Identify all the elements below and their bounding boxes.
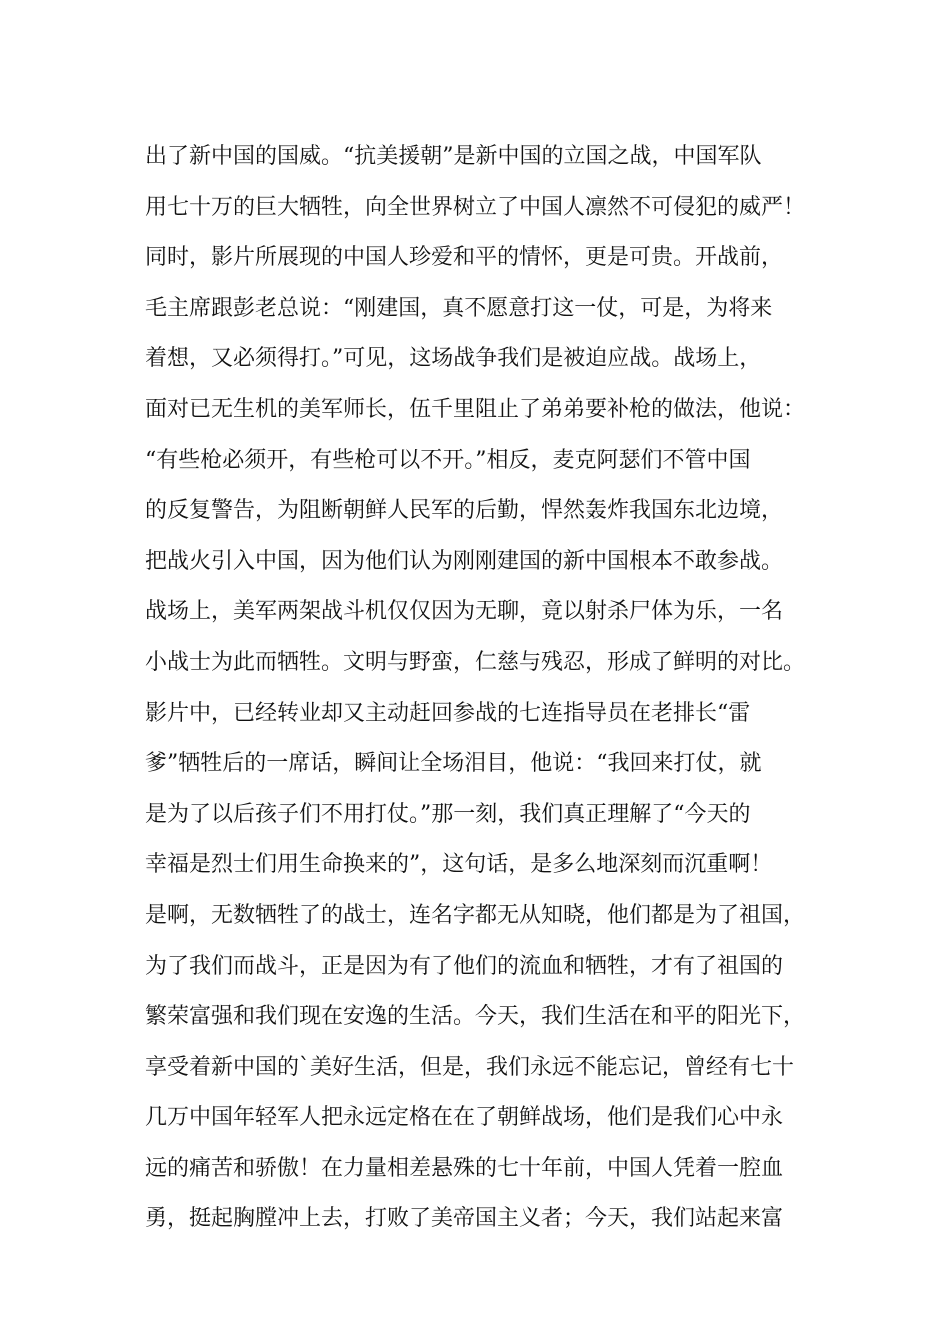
text-line: 把战火引入中国，因为他们认为刚刚建国的新中国根本不敢参战。 (145, 548, 784, 574)
text-line: 远的痛苦和骄傲！在力量相差悬殊的七十年前，中国人凭着一腔血 (145, 1155, 784, 1181)
text-line: 毛主席跟彭老总说：“刚建国，真不愿意打这一仗，可是，为将来 (145, 295, 773, 321)
text-line: 几万中国年轻军人把永远定格在在了朝鲜战场，他们是我们心中永 (145, 1105, 784, 1131)
text-line: 小战士为此而牺牲。文明与野蛮，仁慈与残忍，形成了鲜明的对比。 (145, 649, 806, 675)
text-line: 为了我们而战斗，正是因为有了他们的流血和牺牲，才有了祖国的 (145, 953, 784, 979)
text-line: “有些枪必须开，有些枪可以不开。”相反，麦克阿瑟们不管中国 (145, 447, 751, 473)
text-line: 战场上，美军两架战斗机仅仅因为无聊，竟以射杀尸体为乐，一名 (145, 599, 784, 625)
text-line: 幸福是烈士们用生命换来的”，这句话，是多么地深刻而沉重啊！ (145, 852, 773, 878)
body-text (145, 132, 825, 1245)
text-line: 影片中，已经转业却又主动赶回参战的七连指导员在老排长“雷 (145, 700, 751, 726)
text-line: 着想，又必须得打。”可见，这场战争我们是被迫应战。战场上， (145, 346, 762, 372)
text-line: 享受着新中国的`美好生活，但是，我们永远不能忘记，曾经有七十 (145, 1054, 795, 1080)
text-line: 出了新中国的国威。“抗美援朝”是新中国的立国之战，中国军队 (145, 144, 762, 169)
text-line: 是为了以后孩子们不用打仗。”那一刻，我们真正理解了“今天的 (145, 801, 751, 827)
text-line: 勇，挺起胸膛冲上去，打败了美帝国主义者；今天，我们站起来富 (145, 1206, 784, 1232)
text-line: 爹”牺牲后的一席话，瞬间让全场泪目，他说：“我回来打仗，就 (145, 751, 762, 777)
text-line: 的反复警告，为阻断朝鲜人民军的后勤，悍然轰炸我国东北边境， (145, 498, 784, 524)
text-line: 是啊，无数牺牲了的战士，连名字都无从知晓，他们都是为了祖国， (145, 902, 806, 928)
text-line: 同时，影片所展现的中国人珍爱和平的情怀，更是可贵。开战前， (145, 245, 784, 271)
text-line: 面对已无生机的美军师长，伍千里阻止了弟弟要补枪的做法，他说： (145, 396, 806, 422)
text-line: 繁荣富强和我们现在安逸的生活。今天，我们生活在和平的阳光下， (145, 1004, 806, 1030)
text-line: 用七十万的巨大牺牲，向全世界树立了中国人凛然不可侵犯的威严！ (145, 194, 806, 220)
